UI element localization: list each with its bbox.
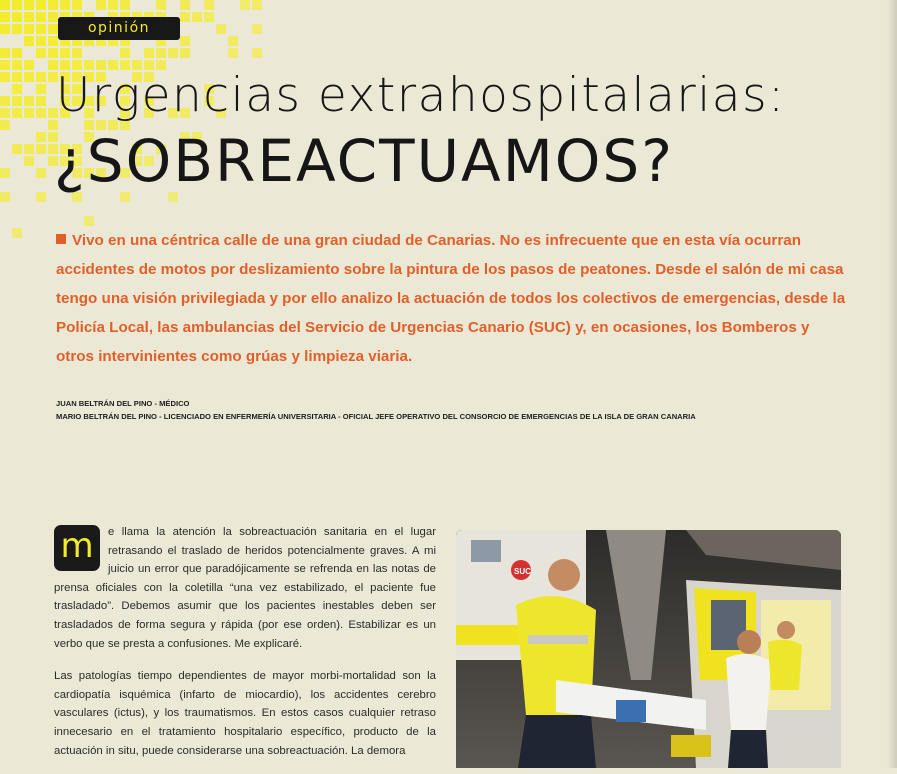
body-column	[54, 523, 436, 774]
author-byline	[56, 397, 696, 423]
body-paragraph-1-text: e llama la atención la sobreactuación sanitaria en el lugar retrasando el traslado de heridos potencialmente graves. A mi juicio un error que paradójicamente se refrenda en las notas de prensa oficiales con la coletilla “una vez estabilizado, el paciente fue trasladado”. Debemos asumir que los pacientes inestables deben ser trasladados de forma segura y rápida (por ese orden). Estabilizar es un verbo que se presta a confusiones. Me explicaré.	[54, 526, 436, 650]
body-paragraph-1	[54, 523, 436, 653]
author-1: JUAN BELTRÁN DEL PINO - MÉDICO	[56, 399, 190, 408]
drop-cap: m	[54, 525, 100, 571]
lead-paragraph	[56, 226, 846, 371]
ambulance-photo	[456, 530, 841, 768]
section-tag: opinión	[58, 17, 180, 40]
page-edge-shadow	[887, 0, 897, 768]
article-title-line1: Urgencias extrahospitalarias:	[56, 68, 786, 123]
author-2: MARIO BELTRÁN DEL PINO - LICENCIADO EN ENFERMERÍA UNIVERSITARIA - OFICIAL JEFE OPERATIVO DEL CONSORCIO DE EMERGENCIAS DE LA ISLA DE GRAN CANARIA	[56, 412, 696, 421]
ambulance-suc-label: SUC	[514, 567, 531, 576]
lead-text: Vivo en una céntrica calle de una gran ciudad de Canarias. No es infrecuente que en esta vía ocurran accidentes de motos por deslizamiento sobre la pintura de los pasos de peatones. Desde el salón de mi casa tengo una visión privilegiada y por ello analizo la actuación de todos los colectivos de emergencias, desde la Policía Local, las ambulancias del Servicio de Urgencias Canario (SUC) y, en ocasiones, los Bomberos y otros intervinientes como grúas y limpieza viaria.	[56, 232, 846, 365]
article-title-line2: ¿SOBREACTUAMOS?	[54, 127, 674, 195]
body-paragraph-2: Las patologías tiempo dependientes de mayor morbi-mortalidad son la cardiopatía isquémica (infarto de miocardio), los accidentes cerebro vasculares (ictus), y los traumatismos. En estos casos cualquier retraso innecesario en el tratamiento hospitalario específico, producto de la actuación in situ, puede considerarse una sobreactuación. La demora	[54, 670, 436, 757]
square-bullet-icon	[56, 234, 66, 244]
ambulance-scene-illustration	[456, 530, 841, 768]
